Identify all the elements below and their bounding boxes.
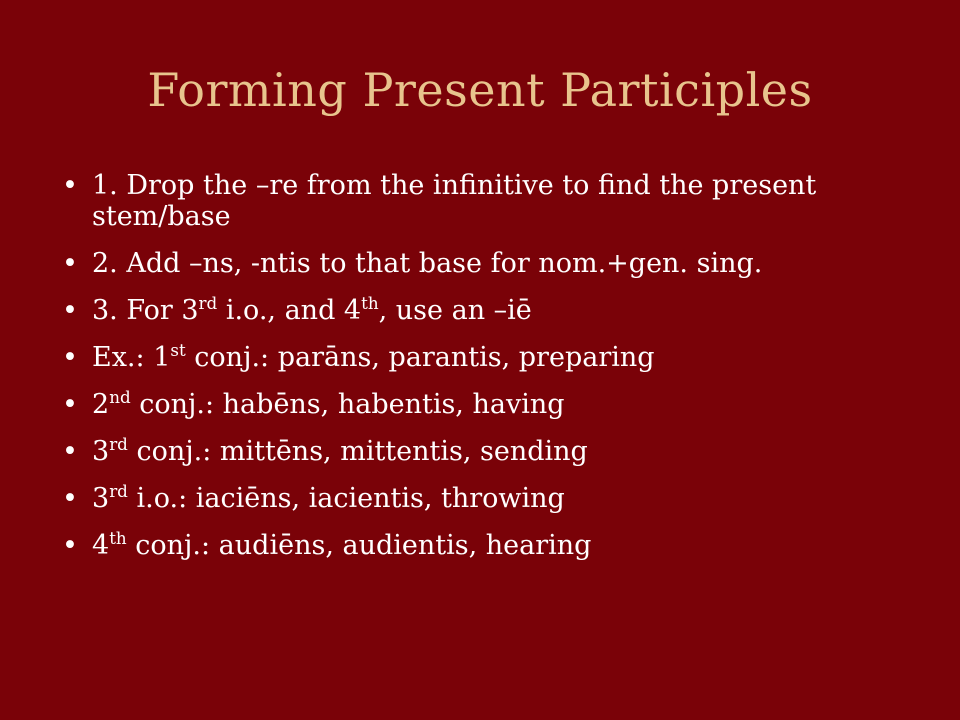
ordinal-suffix: th [361,293,379,313]
bullet-dot-icon: • [62,342,78,373]
ordinal-suffix: nd [109,387,131,407]
ordinal-suffix: rd [198,293,218,313]
ordinal-suffix: rd [109,481,128,501]
bullet-dot-icon: • [62,389,78,420]
bullet-item [62,436,912,467]
slide-title: Forming Present Participles [147,63,813,117]
bullet-item [62,530,912,561]
bullet-dot-icon: • [62,170,78,201]
bullet-text: 1. Drop the –re from the infinitive to find the present stem/base [92,170,817,232]
ordinal-suffix: rd [109,434,128,454]
bullet-item [62,248,912,279]
bullet-list [62,170,912,577]
bullet-item [62,342,912,373]
bullet-dot-icon: • [62,436,78,467]
bullet-text: 2 [92,389,110,420]
bullet-item [62,295,912,326]
bullet-text: i.o.: iaciēns, iacientis, throwing [127,483,565,514]
bullet-text: 3. For 3 [92,295,199,326]
bullet-text: 4 [92,530,110,561]
bullet-text: conj.: audiēns, audientis, hearing [126,530,592,561]
bullet-text: Ex.: 1 [92,342,171,373]
bullet-text: conj.: habēns, habentis, having [130,389,565,420]
bullet-text: 2. Add –ns, -ntis to that base for nom.+gen. sing. [92,248,763,279]
bullet-item [62,170,912,232]
bullet-text: , use an –iē [378,295,532,326]
ordinal-suffix: th [109,528,127,548]
bullet-dot-icon: • [62,483,78,514]
bullet-text: i.o., and 4 [217,295,362,326]
bullet-text: 3 [92,483,110,514]
bullet-item [62,389,912,420]
ordinal-suffix: st [170,340,186,360]
bullet-text: conj.: mittēns, mittentis, sending [127,436,588,467]
bullet-text: conj.: parāns, parantis, preparing [185,342,655,373]
bullet-dot-icon: • [62,530,78,561]
bullet-text: 3 [92,436,110,467]
bullet-item [62,483,912,514]
bullet-dot-icon: • [62,248,78,279]
bullet-dot-icon: • [62,295,78,326]
